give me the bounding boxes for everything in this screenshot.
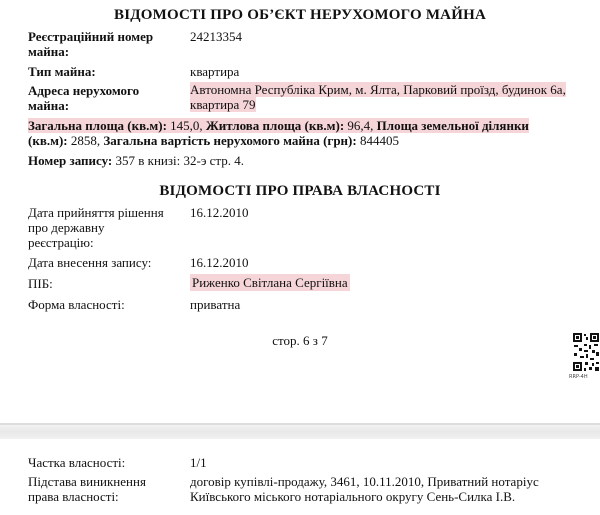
entry-date-value: 16.12.2010 (190, 255, 249, 270)
share-value: 1/1 (190, 455, 207, 470)
owner-name-value: Риженко Світлана Сергіївна (192, 275, 348, 290)
property-type-label: Тип майна: (28, 64, 96, 79)
total-cost-label: Загальна вартість нерухомого майна (грн): (103, 133, 357, 148)
total-area-label: Загальна площа (кв.м): (28, 118, 167, 133)
page-number: стор. 6 з 7 (272, 333, 328, 348)
decision-date-label: Дата прийняття рішення про державну реєстрацію: (28, 205, 164, 250)
section-title-property: ВІДОМОСТІ ПРО ОБ’ЄКТ НЕРУХОМОГО МАЙНА (114, 7, 486, 23)
living-area-label: Житлова площа (кв.м): (205, 118, 345, 133)
area-line-2 (28, 133, 399, 148)
ownership-form-value: приватна (190, 297, 241, 312)
property-type-value: квартира (190, 64, 240, 79)
reg-number-label: Реєстраційний номер майна: (28, 29, 154, 59)
address-value (190, 82, 566, 112)
share-label: Частка власності: (28, 455, 126, 470)
section-title-ownership: ВІДОМОСТІ ПРО ПРАВА ВЛАСНОСТІ (159, 183, 441, 199)
living-area-value: 96,4, (347, 118, 374, 133)
address-label: Адреса нерухомого майна: (28, 83, 140, 113)
basis-value: договір купівлі-продажу, 3461, 10.11.2010, Приватний нотаріус Київського міського нотаріального округу Сень-Силка І.В. (190, 474, 539, 504)
area-line-1 (28, 118, 529, 133)
qr-code (566, 328, 600, 386)
owner-name-label: ПІБ: (28, 276, 53, 291)
land-area-value: 2858, (70, 133, 101, 148)
land-area-label-cont: (кв.м): (28, 133, 68, 148)
reg-number-value: 24213354 (190, 29, 242, 44)
basis-label: Підстава виникнення права власності: (28, 474, 146, 504)
total-area-value: 145,0, (170, 118, 203, 133)
qr-caption: RRP-4H (569, 374, 588, 380)
decision-date-value: 16.12.2010 (190, 205, 249, 220)
address-line-2: квартира 79 (190, 97, 256, 112)
record-number-value: 357 в книзі: 32-э стр. 4. (115, 153, 245, 168)
ownership-form-label: Форма власності: (28, 297, 125, 312)
total-cost-value: 844405 (359, 133, 399, 148)
entry-date-label: Дата внесення запису: (28, 255, 152, 270)
qr-code-icon (572, 332, 600, 372)
record-number-row (28, 153, 244, 168)
land-area-label: Площа земельної ділянки (376, 118, 529, 133)
address-line-1: Автономна Республіка Крим, м. Ялта, Парковий проїзд, будинок 6а, (190, 82, 566, 97)
page-separator (0, 425, 600, 439)
record-number-label: Номер запису: (28, 153, 113, 168)
